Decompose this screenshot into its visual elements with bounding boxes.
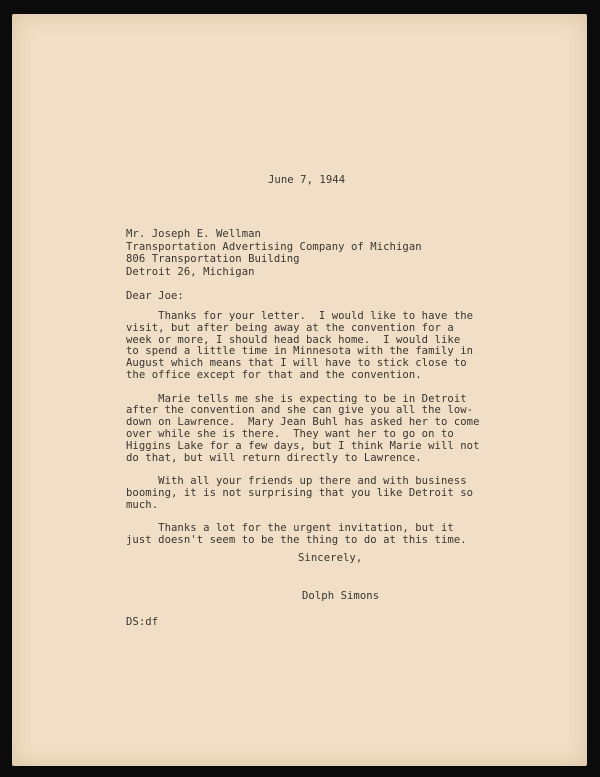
body-line: after the convention and she can give you all the low-: [126, 404, 474, 417]
body-line: Thanks a lot for the urgent invitation, but it: [126, 522, 454, 535]
body-line: to spend a little time in Minnesota with the family in: [126, 345, 474, 358]
body-line: With all your friends up there and with business: [126, 475, 467, 488]
address-line: Transportation Advertising Company of Michigan: [126, 240, 422, 253]
recipient-address: [126, 228, 486, 280]
body-line: visit, but after being away at the convention for a: [126, 321, 454, 334]
address-line: Mr. Joseph E. Wellman: [126, 228, 261, 240]
body-line: Thanks for your letter. I would like to have the: [126, 310, 474, 322]
body-line: over while she is there. They want her to go on to: [126, 428, 454, 440]
salutation: Dear Joe:: [126, 290, 184, 302]
closing: Sincerely,: [298, 552, 363, 564]
address-line: 806 Transportation Building: [126, 253, 300, 265]
body-line: just doesn't seem to be the thing to do at this time.: [126, 534, 467, 547]
body-line: Marie tells me she is expecting to be in Detroit: [126, 392, 467, 405]
body-line: the office except for that and the convention.: [126, 369, 422, 381]
body-line: Higgins Lake for a few days, but I think Marie will not: [126, 439, 480, 452]
signature-name: Dolph Simons: [302, 590, 380, 602]
body-line: booming, it is not surprising that you like Detroit so: [126, 487, 474, 499]
body-line: week or more, I should head back home. I would like: [126, 333, 461, 346]
body-line: much.: [126, 498, 159, 511]
body-line: August which means that I will have to stick close to: [126, 357, 467, 370]
address-line: Detroit 26, Michigan: [126, 265, 255, 278]
letter-body: [126, 310, 506, 550]
letter-date: June 7, 1944: [268, 174, 346, 186]
body-line: down on Lawrence. Mary Jean Buhl has asked her to come: [126, 416, 480, 429]
typist-initials: DS:df: [126, 616, 159, 628]
letter-page: [12, 14, 587, 766]
body-line: do that, but will return directly to Lawrence.: [126, 451, 422, 464]
